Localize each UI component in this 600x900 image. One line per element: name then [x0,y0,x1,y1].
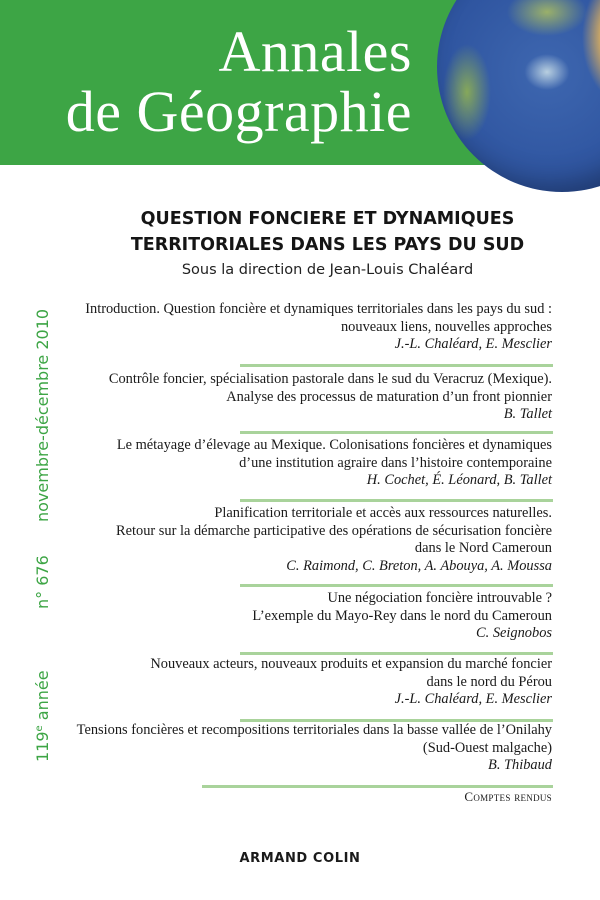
separator-line [240,584,553,587]
spine-year [33,670,52,762]
dossier-title-line2: TERRITORIALES DANS LES PAYS DU SUD [130,235,525,255]
publisher-logo: ARMAND COLIN [239,851,361,866]
toc-entry[interactable] [252,590,552,643]
separator-line [240,431,553,434]
article-title-line: Tensions foncières et recompositions territoriales dans la basse vallée de l’Onilahy [76,722,552,738]
article-authors: C. Raimond, C. Breton, A. Abouya, A. Moussa [286,557,552,574]
toc-entry[interactable] [116,505,552,575]
article-title-line: Nouveaux acteurs, nouveaux produits et expansion du marché foncier [150,656,552,672]
article-authors: J.-L. Chaléard, E. Mesclier [394,691,552,707]
article-title-line: Introduction. Question foncière et dynamiques territoriales dans les pays du sud : [85,301,552,317]
separator-line [240,364,553,367]
article-title-line: Une négociation foncière introuvable ? [327,590,552,606]
article-title-line: Le métayage d’élevage au Mexique. Colonisations foncières et dynamiques [116,437,552,453]
journal-title-line2: de Géographie [65,79,412,144]
comptes-rendus[interactable]: Comptes rendus [464,789,552,804]
article-title-line: Contrôle foncier, spécialisation pastorale dans le sud du Veracruz (Mexique). [108,371,552,387]
toc-entry[interactable] [109,371,552,424]
journal-title [65,19,412,144]
article-authors: B. Thibaud [488,757,552,773]
article-authors: B. Tallet [503,406,552,422]
dossier-direction: Sous la direction de Jean-Louis Chaléard [181,262,474,278]
article-title-line: (Sud-Ouest malgache) [422,739,552,756]
journal-title-line1: Annales [218,19,412,84]
toc-entry[interactable] [77,722,552,775]
article-authors: H. Cochet, É. Léonard, B. Tallet [366,472,552,488]
article-title-line: nouveaux liens, nouvelles approches [340,318,552,335]
article-authors: C. Seignobos [476,625,552,641]
toc-entry[interactable] [85,301,552,354]
article-title-line: Analyse des processus de maturation d’un front pionnier [226,388,552,405]
article-authors: J.-L. Chaléard, E. Mesclier [394,336,552,352]
article-title-line: dans le Nord Cameroun [414,540,552,556]
article-title-line: d’une institution agraire dans l’histoire contemporaine [239,454,552,471]
separator-line [240,652,553,655]
article-title-line: Planification territoriale et accès aux ressources naturelles. [214,505,552,521]
spine-year-suffix: e [34,725,45,732]
spine-date: novembre-décembre 2010 [33,308,52,522]
article-title-line: L’exemple du Mayo-Rey dans le nord du Cameroun [252,607,552,624]
spine-year-word: année [33,670,52,726]
dossier-title [100,206,555,258]
article-title-line: Retour sur la démarche participative des opérations de sécurisation foncière [116,522,552,539]
article-title-line: dans le nord du Pérou [426,673,552,690]
dossier-title-line1: QUESTION FONCIERE ET DYNAMIQUES [140,209,515,229]
separator-line [202,785,553,788]
separator-line [240,499,553,502]
toc-entry[interactable] [117,437,552,490]
spine-issue-number: n° 676 [33,555,52,609]
spine-year-number: 119 [33,731,52,762]
toc-entry[interactable] [150,656,552,709]
